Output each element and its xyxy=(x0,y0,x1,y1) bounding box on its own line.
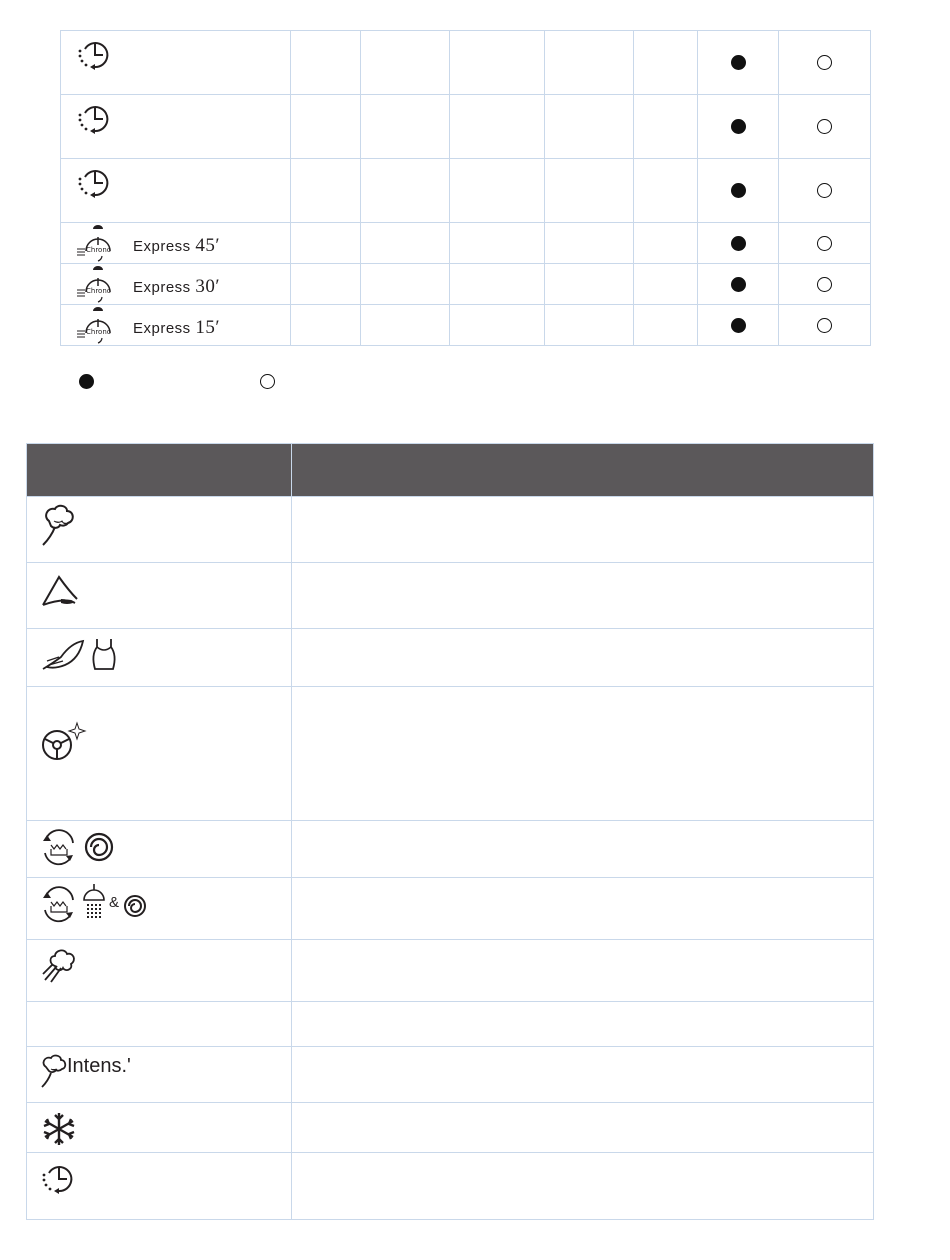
empty-circle-icon xyxy=(817,55,832,70)
chrono-icon xyxy=(75,223,121,263)
program-cell xyxy=(61,159,291,223)
steam-icon xyxy=(39,946,83,986)
program-cell xyxy=(61,264,291,305)
options-row xyxy=(61,223,871,264)
option-cell xyxy=(450,223,545,264)
snowflake-icon xyxy=(39,1109,79,1149)
program-icon-cell xyxy=(27,1002,292,1047)
program-icon-cell xyxy=(27,1047,292,1103)
option-cell xyxy=(698,95,779,159)
option-cell xyxy=(450,31,545,95)
option-cell xyxy=(779,264,871,305)
program-row xyxy=(27,1047,874,1103)
option-cell xyxy=(634,31,698,95)
option-cell xyxy=(698,159,779,223)
program-description xyxy=(292,821,874,878)
delay-timer-icon xyxy=(75,99,115,139)
intensive-label: Intens.' xyxy=(67,1055,131,1077)
delicate-icon xyxy=(39,635,139,675)
program-icon-cell xyxy=(27,629,292,687)
program-icon-cell xyxy=(27,1153,292,1220)
options-table xyxy=(60,30,871,346)
program-cell xyxy=(61,95,291,159)
filled-dot-icon xyxy=(731,277,746,292)
svg-text:Chrono: Chrono xyxy=(86,328,112,336)
svg-text:Chrono: Chrono xyxy=(86,246,112,254)
chrono-icon xyxy=(75,264,121,304)
option-cell xyxy=(779,31,871,95)
header-cell-program xyxy=(27,444,292,497)
option-cell xyxy=(698,223,779,264)
delay-timer-icon xyxy=(39,1159,79,1199)
drum-clean-icon xyxy=(39,721,89,765)
legend-empty-circle-icon xyxy=(260,374,275,389)
option-cell xyxy=(779,95,871,159)
options-row xyxy=(61,95,871,159)
program-description xyxy=(292,940,874,1002)
program-description xyxy=(292,878,874,940)
option-cell xyxy=(291,305,361,346)
legend-filled-dot-icon xyxy=(79,374,94,389)
options-row xyxy=(61,31,871,95)
delay-timer-icon xyxy=(75,163,115,203)
option-cell xyxy=(545,264,634,305)
rinse-shower-spin-icon xyxy=(39,884,169,924)
program-description xyxy=(292,563,874,629)
program-table-header xyxy=(27,444,874,497)
option-cell xyxy=(779,223,871,264)
option-cell xyxy=(361,305,450,346)
cotton-intensive-icon xyxy=(39,1053,67,1089)
program-label: Express 15′ xyxy=(133,317,221,338)
program-row xyxy=(27,687,874,821)
option-cell xyxy=(779,305,871,346)
option-cell xyxy=(634,223,698,264)
options-row xyxy=(61,264,871,305)
program-row xyxy=(27,1002,874,1047)
option-cell xyxy=(634,95,698,159)
option-cell xyxy=(361,223,450,264)
option-cell xyxy=(545,159,634,223)
delay-timer-icon xyxy=(75,35,115,75)
option-cell xyxy=(361,95,450,159)
program-label: Express 30′ xyxy=(133,276,221,297)
filled-dot-icon xyxy=(731,318,746,333)
empty-circle-icon xyxy=(817,318,832,333)
program-description xyxy=(292,1103,874,1153)
program-row xyxy=(27,821,874,878)
program-row xyxy=(27,1103,874,1153)
options-row xyxy=(61,159,871,223)
program-icon-cell xyxy=(27,497,292,563)
program-description xyxy=(292,497,874,563)
program-description xyxy=(292,687,874,821)
option-cell xyxy=(291,264,361,305)
option-cell xyxy=(698,264,779,305)
filled-dot-icon xyxy=(731,183,746,198)
header-cell-description xyxy=(292,444,874,497)
program-description xyxy=(292,1153,874,1220)
rinse-spin-icon xyxy=(39,827,139,867)
chrono-icon xyxy=(75,305,121,345)
program-row xyxy=(27,629,874,687)
option-cell xyxy=(545,223,634,264)
program-label: Express 45′ xyxy=(133,235,221,256)
option-cell xyxy=(361,159,450,223)
option-cell xyxy=(545,95,634,159)
options-row xyxy=(61,305,871,346)
program-cell xyxy=(61,223,291,264)
empty-circle-icon xyxy=(817,183,832,198)
and-symbol: & xyxy=(109,894,120,911)
program-icon-cell xyxy=(27,687,292,821)
synthetic-icon xyxy=(39,569,83,613)
program-icon-cell xyxy=(27,878,292,940)
option-cell xyxy=(361,31,450,95)
option-cell xyxy=(545,31,634,95)
program-icon-cell xyxy=(27,563,292,629)
option-cell xyxy=(450,159,545,223)
option-cell xyxy=(291,95,361,159)
empty-circle-icon xyxy=(817,119,832,134)
option-cell xyxy=(361,264,450,305)
empty-circle-icon xyxy=(817,236,832,251)
option-cell xyxy=(698,305,779,346)
program-description xyxy=(292,1002,874,1047)
program-cell xyxy=(61,305,291,346)
program-row xyxy=(27,1153,874,1220)
program-row xyxy=(27,940,874,1002)
program-cell xyxy=(61,31,291,95)
option-cell xyxy=(634,305,698,346)
program-row xyxy=(27,563,874,629)
program-icon-cell xyxy=(27,1103,292,1153)
program-table xyxy=(26,443,874,1220)
program-description xyxy=(292,629,874,687)
cotton-icon xyxy=(39,503,79,547)
program-row xyxy=(27,497,874,563)
program-row xyxy=(27,878,874,940)
option-cell xyxy=(450,264,545,305)
option-cell xyxy=(291,223,361,264)
program-icon-cell xyxy=(27,940,292,1002)
option-cell xyxy=(291,159,361,223)
option-cell xyxy=(634,159,698,223)
option-cell xyxy=(779,159,871,223)
option-cell xyxy=(698,31,779,95)
option-cell xyxy=(291,31,361,95)
filled-dot-icon xyxy=(731,119,746,134)
program-description xyxy=(292,1047,874,1103)
svg-text:Chrono: Chrono xyxy=(86,287,112,295)
option-cell xyxy=(545,305,634,346)
program-icon-cell xyxy=(27,821,292,878)
empty-circle-icon xyxy=(817,277,832,292)
option-cell xyxy=(450,305,545,346)
option-cell xyxy=(450,95,545,159)
option-cell xyxy=(634,264,698,305)
filled-dot-icon xyxy=(731,55,746,70)
filled-dot-icon xyxy=(731,236,746,251)
